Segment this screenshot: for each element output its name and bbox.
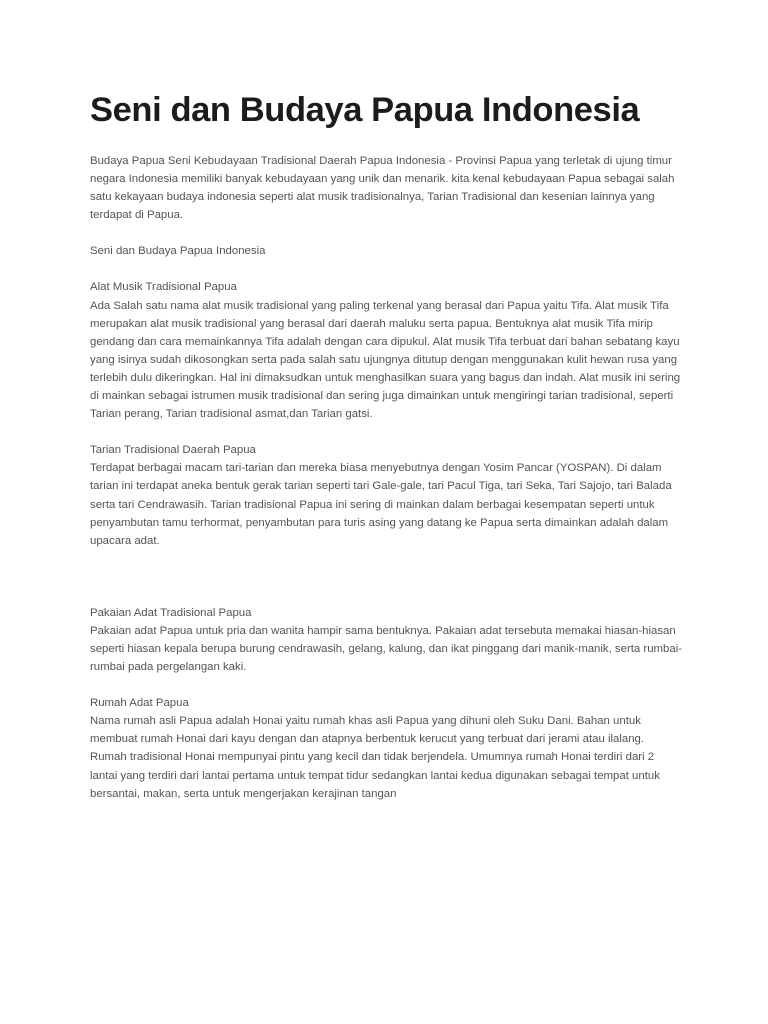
section-line: Rumah tradisional Honai mempunyai pintu yang kecil dan tidak berjendela. Umumnya rumah Honai terdiri dari 2 [90, 751, 655, 764]
section-line: Terdapat berbagai macam tari-tarian dan mereka biasa menyebutnya dengan Yosim Pancar (YOSPAN). Di dalam [90, 462, 662, 475]
page-title: Seni dan Budaya Papua Indonesia [90, 91, 640, 129]
section-line: membuat rumah Honai dari kayu dengan dan atapnya berbentuk kerucut yang terbuat dari jerami atau ilalang. [90, 733, 645, 746]
section-line: bersantai, makan, serta untuk mengerjakan kerajinan tangan [90, 787, 397, 800]
section-line: penyambutan tamu terhormat, penyambutan para turis asing yang datang ke Papua serta dimainkan adalah dalam [90, 516, 669, 529]
section-line: di mainkan sebagai istrumen musik tradisional dan sering juga dimainkan untuk mengiringi tarian tradisional, seperti [90, 390, 674, 403]
section-heading-tarian: Tarian Tradisional Daerah Papua [90, 444, 256, 457]
section-line: tarian ini terdapat aneka bentuk gerak tarian seperti tari Gale-gale, tari Pacul Tiga, tari Seka, Tari Sajojo, tari Balada [90, 480, 672, 493]
intro-line: Budaya Papua Seni Kebudayaan Tradisional Daerah Papua Indonesia - Provinsi Papua yang terletak di ujung timur [90, 155, 672, 167]
intro-line: negara Indonesia memiliki banyak kebudayaan yang unik dan menarik. kita kenal kebudayaan Papua sebagai salah [90, 173, 675, 186]
section-heading-alat-musik: Alat Musik Tradisional Papua [90, 281, 237, 294]
section-line: lantai yang terdiri dari lantai pertama untuk tempat tidur sedangkan lantai kedua digunakan sebagai tempat untuk [90, 769, 660, 782]
intro-line: terdapat di Papua. [90, 209, 184, 222]
document-body [90, 152, 690, 803]
section-line: yang isinya sudah dikosongkan serta pada salah satu ujungnya ditutup dengan menggunakan kulit hewan rusa yang [90, 353, 678, 366]
section-heading-rumah: Rumah Adat Papua [90, 697, 189, 710]
section-line: terlebih dulu dikeringkan. Hal ini dimaksudkan untuk menghasilkan suara yang bagus dan indah. Alat musik ini sering [90, 371, 681, 384]
section-heading-pakaian: Pakaian Adat Tradisional Papua [90, 606, 252, 619]
section-line: Pakaian adat Papua untuk pria dan wanita hampir sama bentuknya. Pakaian adat tersebuta memakai hiasan-hiasan [90, 624, 676, 637]
intro-line: satu kekayaan budaya indonesia seperti alat musik tradisionalnya, Tarian Tradisional dan kesenian lainnya yang [90, 191, 655, 204]
section-line: Nama rumah asli Papua adalah Honai yaitu rumah khas asli Papua yang dihuni oleh Suku Dani. Bahan untuk [90, 715, 641, 728]
section-line: gendang dan cara memainkannya Tifa adalah dengan cara dipukul. Alat musik Tifa terbuat dari bahan sebatang kayu [90, 335, 680, 348]
section-line: Tarian perang, Tarian tradisional asmat,dan Tarian gatsi. [90, 408, 373, 421]
section-line: Ada Salah satu nama alat musik tradisional yang paling terkenal yang berasal dari Papua yaitu Tifa. Alat musik Tifa [90, 299, 669, 312]
section-line: upacara adat. [90, 534, 160, 547]
subtitle: Seni dan Budaya Papua Indonesia [90, 245, 266, 258]
section-line: seperti hiasan kepala berupa burung cendrawasih, gelang, kalung, dan ikat pinggang dari manik-manik, serta rumbai- [90, 642, 683, 655]
section-line: rumbai pada pergelangan kaki. [90, 661, 247, 674]
section-line: merupakan alat musik tradisional yang berasal dari daerah maluku serta papua. Bentuknya alat musik Tifa mirip [90, 317, 653, 330]
section-line: serta tari Cendrawasih. Tarian tradisional Papua ini sering di mainkan dalam berbagai kesempatan seperti untuk [90, 498, 655, 511]
